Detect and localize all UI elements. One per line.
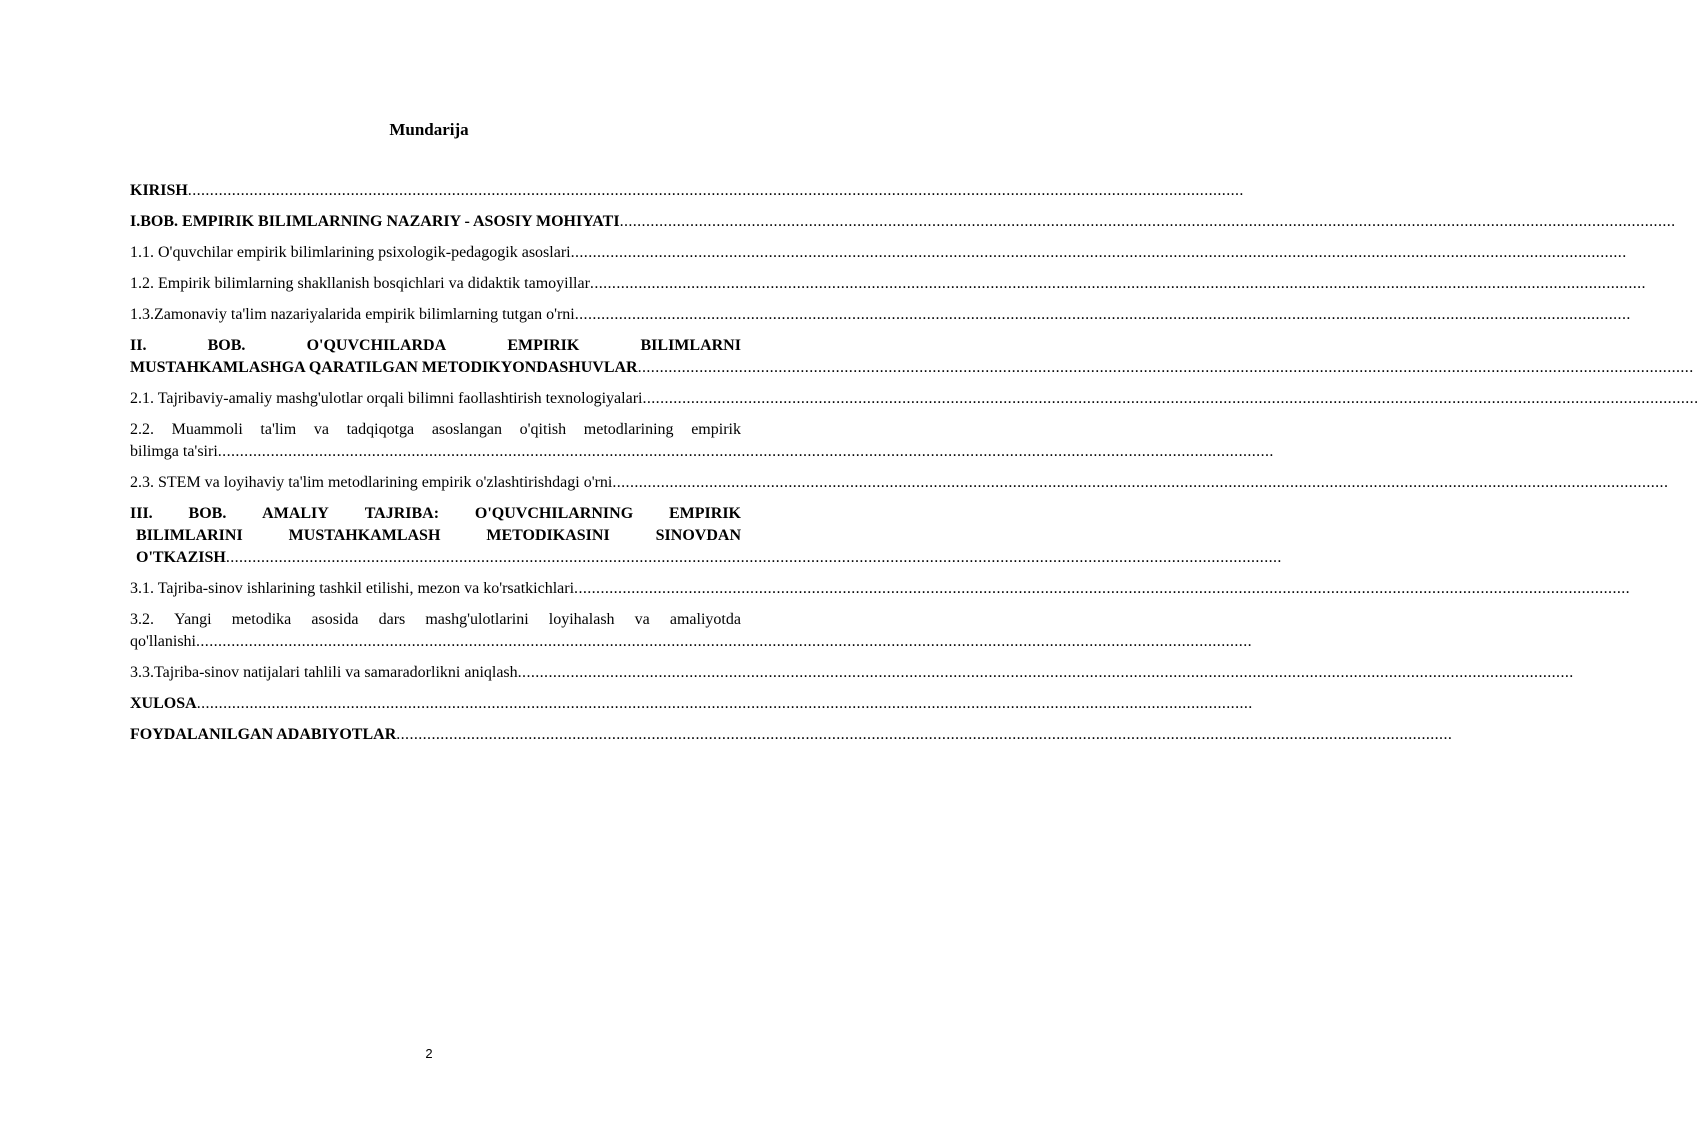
toc-entry-kirish[interactable] <box>130 180 1244 202</box>
dot-leader: ................................................................................................................................................................................................................................................ <box>619 213 1676 230</box>
toc-entry-section-2-2[interactable] <box>130 419 1274 463</box>
toc-word: BOB. <box>188 505 227 522</box>
toc-entry-section-1-1[interactable] <box>130 242 1627 264</box>
toc-word: tadqiqotga <box>346 421 415 438</box>
toc-word: o'qitish <box>519 421 567 438</box>
toc-entry-line <box>130 631 1252 653</box>
toc-entry-section-2-1[interactable] <box>130 388 1698 410</box>
toc-entry-adabiyotlar[interactable] <box>130 724 1453 746</box>
dot-leader: ................................................................................................................................................................................................................................................ <box>225 549 1282 566</box>
toc-entry-label: KIRISH <box>130 182 188 199</box>
dot-leader: ................................................................................................................................................................................................................................................ <box>574 306 1631 323</box>
toc-entry-section-3-2[interactable] <box>130 609 1252 653</box>
toc-word: II. <box>130 337 147 354</box>
toc-entry-xulosa[interactable] <box>130 693 1253 715</box>
toc-word: empirik <box>691 421 741 438</box>
toc-entry-label: 1.1. O'quvchilar empirik bilimlarining psixologik-pedagogik asoslari <box>130 244 571 261</box>
toc-word: metodika <box>231 611 292 628</box>
toc-word: 2.2. <box>130 421 154 438</box>
table-of-contents <box>130 180 1698 755</box>
toc-word: O'QUVCHILARNING <box>474 505 634 522</box>
toc-entry-label: 2.3. STEM va loyihaviy ta'lim metodlarining empirik o'zlashtirishdagi o'rni <box>130 474 613 491</box>
dot-leader: ................................................................................................................................................................................................................................................ <box>637 359 1694 376</box>
toc-word: amaliyotda <box>669 611 741 628</box>
toc-word: O'QUVCHILARDA <box>306 337 447 354</box>
toc-word: va <box>634 611 650 628</box>
toc-entry-line <box>130 441 1274 463</box>
dot-leader: ................................................................................................................................................................................................................................................ <box>574 580 1631 597</box>
toc-word: EMPIRIK <box>668 505 741 522</box>
toc-entry-label: 1.3.Zamonaviy ta'lim nazariyalarida empirik bilimlarning tutgan o'rni <box>130 306 575 323</box>
toc-word: va <box>313 421 329 438</box>
dot-leader: ................................................................................................................................................................................................................................................ <box>517 664 1574 681</box>
toc-word: METODIKASINI <box>486 527 610 544</box>
dot-leader: ................................................................................................................................................................................................................................................ <box>570 244 1627 261</box>
toc-entry-section-1-2[interactable] <box>130 273 1646 295</box>
toc-word: BILIMLARINI <box>136 527 243 544</box>
toc-entry-label: FOYDALANILGAN ADABIYOTLAR <box>130 726 397 743</box>
dot-leader: ................................................................................................................................................................................................................................................ <box>196 695 1253 712</box>
toc-word: III. <box>130 505 153 522</box>
toc-entry-line <box>130 357 1694 379</box>
toc-entry-line <box>130 609 741 631</box>
dot-leader: ................................................................................................................................................................................................................................................ <box>589 275 1646 292</box>
toc-entry-label: qo'llanishi <box>130 633 196 650</box>
toc-entry-label: 2.1. Tajribaviy-amaliy mashg'ulotlar orqali bilimni faollashtirish texnologiyalari <box>130 390 643 407</box>
dot-leader: ................................................................................................................................................................................................................................................ <box>396 726 1453 743</box>
toc-entry-label: O'TKAZISH <box>136 549 226 566</box>
toc-entry-chapter-3[interactable] <box>130 503 1282 569</box>
toc-entry-line <box>130 547 1282 569</box>
dot-leader: ................................................................................................................................................................................................................................................ <box>642 390 1698 407</box>
toc-word: ta'lim <box>260 421 297 438</box>
toc-entry-line <box>130 525 741 547</box>
toc-entry-line <box>130 419 741 441</box>
toc-word: AMALIY <box>262 505 329 522</box>
toc-word: Muammoli <box>171 421 243 438</box>
toc-word: mashg'ulotlarini <box>425 611 529 628</box>
toc-entry-section-3-1[interactable] <box>130 578 1631 600</box>
toc-entry-label: 1.2. Empirik bilimlarning shakllanish bosqichlari va didaktik tamoyillar <box>130 275 590 292</box>
toc-word: BOB. <box>207 337 246 354</box>
toc-word: metodlarining <box>583 421 674 438</box>
toc-entry-chapter-2[interactable] <box>130 335 1694 379</box>
page-number: 2 <box>425 1046 433 1061</box>
toc-entry-label: I.BOB. EMPIRIK BILIMLARNING NAZARIY - ASOSIY MOHIYATI <box>130 213 620 230</box>
toc-word: dars <box>378 611 406 628</box>
page-title: Mundarija <box>389 120 469 139</box>
toc-entry-label: 3.3.Tajriba-sinov natijalari tahlili va samaradorlikni aniqlash <box>130 664 518 681</box>
toc-word: SINOVDAN <box>655 527 741 544</box>
toc-entry-section-2-3[interactable] <box>130 472 1669 494</box>
toc-word: loyihalash <box>548 611 615 628</box>
toc-word: EMPIRIK <box>507 337 580 354</box>
toc-word: Yangi <box>174 611 212 628</box>
toc-entry-label: bilimga ta'siri <box>130 443 218 460</box>
toc-word: asoslangan <box>431 421 503 438</box>
toc-entry-chapter-1[interactable] <box>130 211 1676 233</box>
toc-entry-line <box>130 503 741 525</box>
toc-entry-line <box>130 335 741 357</box>
dot-leader: ................................................................................................................................................................................................................................................ <box>187 182 1244 199</box>
toc-entry-label: 3.1. Tajriba-sinov ishlarining tashkil etilishi, mezon va ko'rsatkichlari <box>130 580 575 597</box>
dot-leader: ................................................................................................................................................................................................................................................ <box>196 633 1252 650</box>
toc-entry-section-3-3[interactable] <box>130 662 1574 684</box>
toc-word: TAJRIBA: <box>364 505 440 522</box>
toc-entry-label: XULOSA <box>130 695 197 712</box>
toc-word: BILIMLARNI <box>640 337 741 354</box>
toc-entry-section-1-3[interactable] <box>130 304 1631 326</box>
toc-entry-label: MUSTAHKAMLASHGA QARATILGAN METODIKYONDASHUVLAR <box>130 359 638 376</box>
toc-word: 3.2. <box>130 611 154 628</box>
dot-leader: ................................................................................................................................................................................................................................................ <box>612 474 1669 491</box>
dot-leader: ................................................................................................................................................................................................................................................ <box>217 443 1274 460</box>
toc-word: MUSTAHKAMLASH <box>288 527 441 544</box>
toc-word: asosida <box>311 611 359 628</box>
